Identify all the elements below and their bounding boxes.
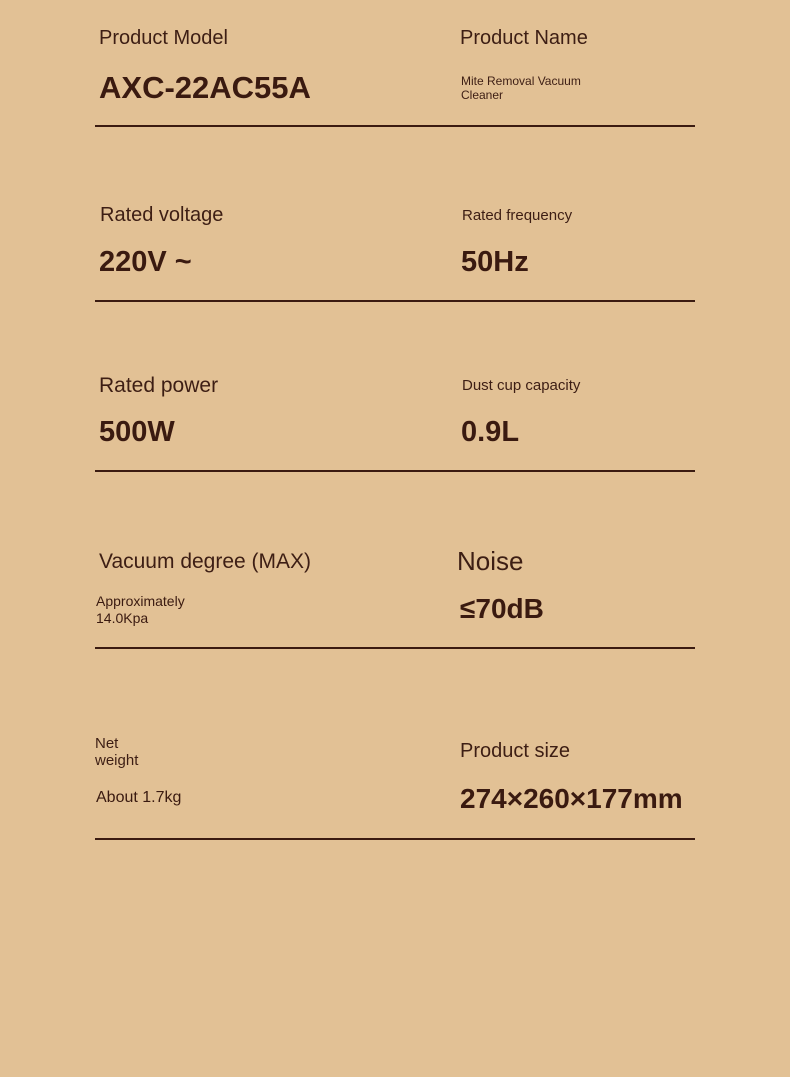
- net-weight-label: Net weight: [95, 735, 139, 769]
- rated-voltage-label: Rated voltage: [100, 204, 224, 226]
- product-model-value: AXC-22AC55A: [99, 70, 311, 105]
- noise-value: ≤70dB: [460, 593, 544, 624]
- rated-power-label: Rated power: [99, 374, 219, 397]
- rated-frequency-value: 50Hz: [461, 246, 529, 278]
- divider-1: [95, 125, 695, 127]
- product-name-value: Mite Removal Vacuum Cleaner: [461, 74, 581, 103]
- product-model-label: Product Model: [99, 27, 228, 49]
- vacuum-degree-label: Vacuum degree (MAX): [99, 550, 312, 573]
- rated-power-value: 500W: [99, 416, 175, 448]
- divider-4: [95, 647, 695, 649]
- product-size-value: 274×260×177mm: [460, 783, 683, 814]
- net-weight-value: About 1.7kg: [96, 789, 182, 806]
- divider-3: [95, 470, 695, 472]
- noise-label: Noise: [457, 546, 524, 576]
- vacuum-degree-value: Approximately 14.0Kpa: [96, 593, 185, 626]
- divider-5: [95, 838, 695, 840]
- dust-cup-capacity-value: 0.9L: [461, 416, 520, 448]
- dust-cup-capacity-label: Dust cup capacity: [462, 377, 581, 394]
- divider-2: [95, 300, 695, 302]
- product-name-label: Product Name: [460, 27, 588, 49]
- rated-voltage-value: 220V ~: [99, 246, 192, 278]
- rated-frequency-label: Rated frequency: [462, 207, 573, 224]
- product-size-label: Product size: [460, 740, 571, 762]
